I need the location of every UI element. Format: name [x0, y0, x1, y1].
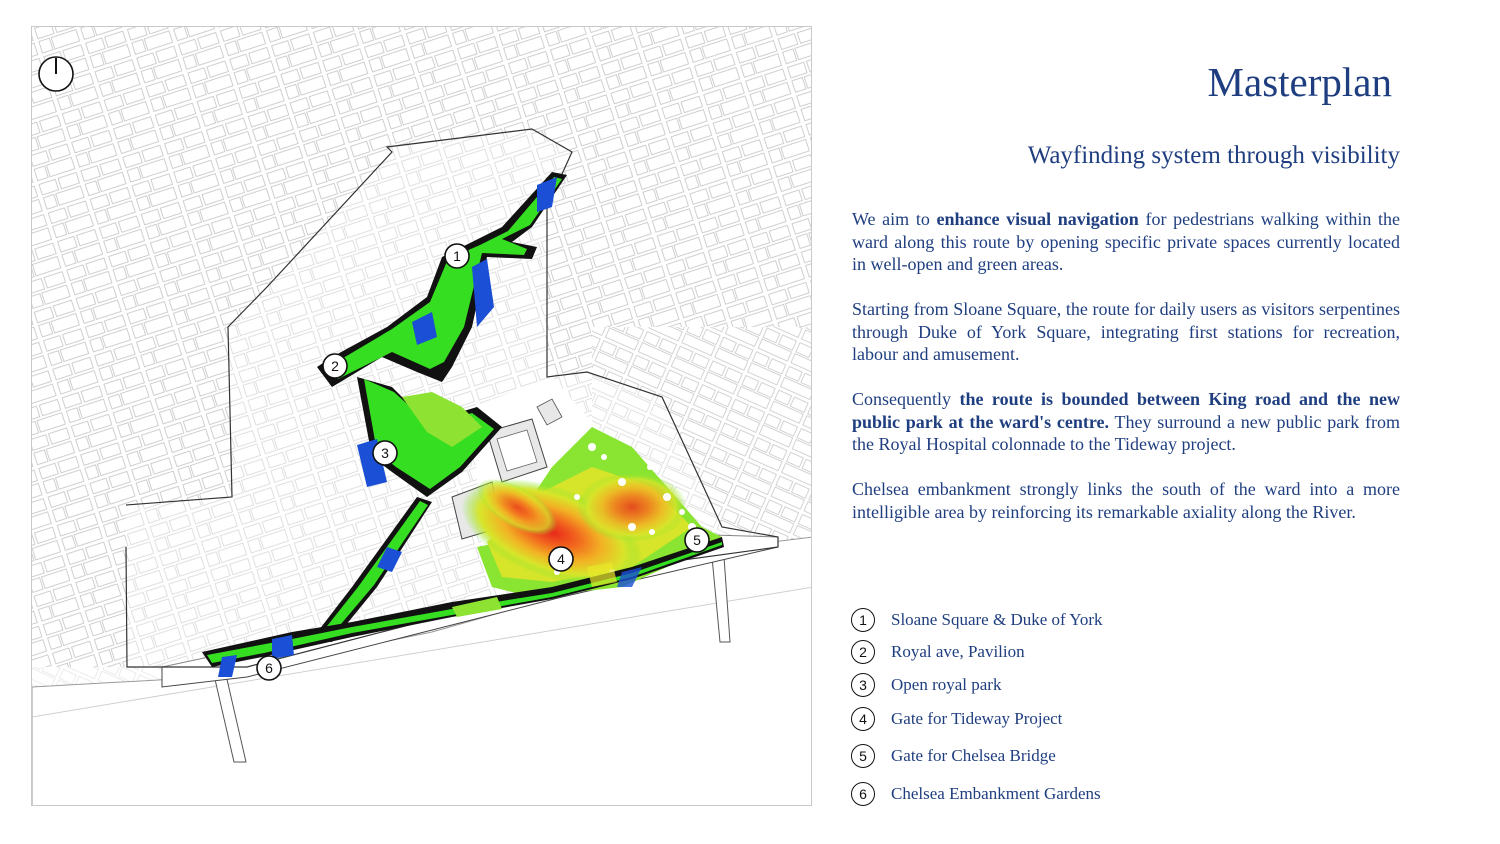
legend-item [851, 671, 1001, 699]
legend-number: 2 [851, 640, 875, 664]
map-marker-label: 3 [381, 445, 389, 461]
map-marker-4[interactable] [549, 547, 573, 571]
description-paragraph-4: Chelsea embankment strongly links the south of the ward into a more intelligible area by reinforcing its remarkable axiality along the River. [852, 479, 1400, 522]
map-marker-5[interactable] [685, 528, 709, 552]
map-marker-1[interactable] [445, 244, 469, 268]
page-title: Masterplan [1207, 59, 1392, 105]
paragraph-emphasis: enhance visual navigation [936, 209, 1139, 229]
map-marker-label: 5 [693, 532, 701, 548]
legend-label: Open royal park [891, 675, 1002, 694]
paragraph-text: for pedestrians walking within the ward along this route by opening specific private spaces currently located in well-open and green areas. [852, 209, 1401, 274]
paragraph-text: We aim to [852, 209, 937, 229]
map-marker-label: 1 [453, 248, 461, 264]
paragraph-text: They surround a new public park from the Royal Hospital colonnade to the Tideway project. [852, 411, 1400, 454]
paragraph-emphasis: the route is bounded between King road and the new public park at the ward's centre. [852, 389, 1400, 432]
description-paragraph-1 [852, 208, 1400, 276]
paragraph-text: Consequently [852, 389, 960, 409]
legend-number: 4 [851, 707, 875, 731]
description-paragraph-3 [852, 388, 1400, 456]
legend-number: 3 [851, 673, 875, 697]
legend-number: 6 [851, 782, 875, 806]
legend-label: Gate for Chelsea Bridge [891, 746, 1056, 765]
map-marker-label: 6 [265, 660, 273, 676]
legend-item [851, 638, 1025, 666]
map-marker-3[interactable] [373, 441, 397, 465]
legend-label: Royal ave, Pavilion [891, 642, 1025, 661]
map-marker-2[interactable] [323, 354, 347, 378]
map-marker-6[interactable] [257, 656, 281, 680]
description-paragraph-2: Starting from Sloane Square, the route for daily users as visitors serpentines through Duke of York Square, integrating first stations for recreation, labour and amusement. [852, 299, 1400, 364]
legend-label: Chelsea Embankment Gardens [891, 784, 1101, 803]
legend-item [851, 742, 1056, 770]
map-marker-label: 4 [557, 551, 565, 567]
page-subtitle: Wayfinding system through visibility [1027, 142, 1400, 169]
north-arrow-icon [39, 57, 73, 91]
legend-number: 5 [851, 744, 875, 768]
masterplan-map [31, 26, 812, 806]
legend-label: Sloane Square & Duke of York [891, 610, 1103, 629]
legend-item [851, 705, 1062, 733]
map-marker-label: 2 [331, 358, 339, 374]
legend-item [851, 606, 1103, 634]
legend-item [851, 780, 1101, 808]
legend-label: Gate for Tideway Project [891, 709, 1063, 728]
legend-number: 1 [851, 608, 875, 632]
